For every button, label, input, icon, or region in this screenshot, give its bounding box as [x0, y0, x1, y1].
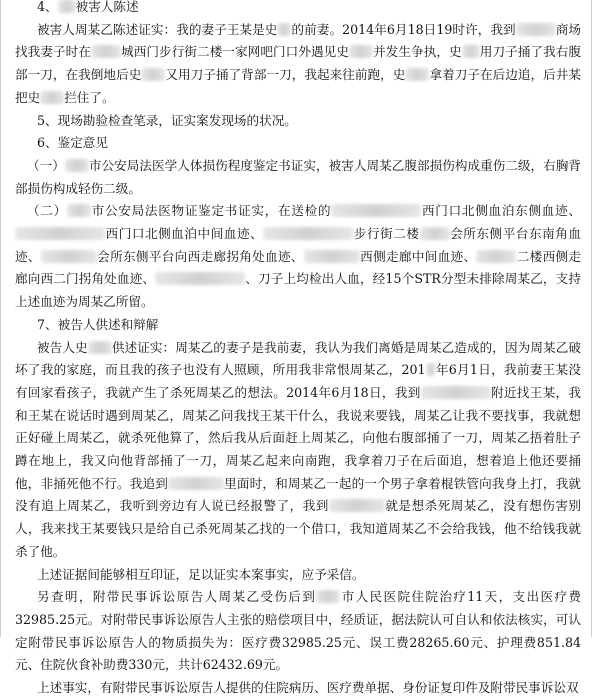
redaction-blur: [263, 227, 353, 240]
redaction-blur: [40, 91, 64, 104]
appraisal-one-paragraph: （一） 市公安局法医学人体损伤程度鉴定书证实，被害人周某乙腹部损伤构成重伤二级，右胸背部损伤构成轻伤二级。: [15, 157, 582, 196]
appraisal-two-paragraph: （二） 市公安局法医物证鉴定书证实，在送检的 西门口北侧血泊东侧血迹、西门口北侧血泊中间血迹、 步行街二楼 会所东侧平台东南角血迹、 会所东侧平台向西走廊拐角处血迹、 西侧走廊中间血迹、 二楼西侧走廊向西二门拐角处血迹、 、刀子上均检出人血，经15个STR分型未排除周某乙，支持上述血迹为周某乙所留。: [15, 203, 582, 310]
section-victim-statement-heading: 4、 被害人陈述: [37, 0, 139, 14]
scene-inspection-item: 5、现场勘验检查笔录，证实案发现场的状况。: [37, 112, 297, 128]
redaction-blur: [15, 227, 105, 240]
civil-loss-paragraph: 另查明，附带民事诉讼原告人周某乙受伤后到 市人民医院住院治疗11天，支出医疗费32985.25元。对附带民事诉讼原告人主张的赔偿项目中，经质证，据法院认可自认和依法核实，可认定附带民事诉讼原告人的物质损失为：医疗费32985.25元、误工费28265.60元、护理费851.84元、住院伙食补助费330元，共计62432.69元。: [15, 589, 582, 673]
redaction-blur: [168, 477, 224, 490]
redaction-blur: [349, 45, 373, 58]
redaction-blur: [405, 68, 429, 81]
defendant-statement-paragraph: 被告人史 供述证实：周某乙的妻子是我前妻，我认为我们离婚是周某乙造成的，因为周某乙破坏了我的家庭，而且我的孩子也没有人照顾，所用我非常恨周某乙，201 年6月1日，我前妻王某没有回家看孩子，我就产生了杀死周某乙的想法。2014年6月18日，我到 附近找王某，我和王某在说话时遇到周某乙，周某乙问我找王某干什么，我说来要钱，周某乙让我不要找事，我就想正好碰上周某乙，就杀死他算了，然后我从后面赶上周某乙，向他右腹部捅了一刀，周某乙捂着肚子蹲在地上，我又向他背部捅了一刀，周某乙起来向南跑，我拿着刀子在后面追，想着追上他还要捅他，非捅死他不行。我追到 里面时，和周某乙一起的一个男子拿着棍铁管向我身上打，我就没有追上周某乙，我听到旁边有人说已经报警了，我到 就是想杀死周某乙，没有想伤害别人，我来找王某要钱只是给自己杀死周某乙找的一个借口，我知道周某乙不会给我钱，他不给钱我就杀了他。: [15, 339, 582, 559]
victim-statement-paragraph: 被害人周某乙陈述证实：我的妻子王某是史 的前妻。2014年6月18日19时许，我到 商场找我妻子时在 城西门步行街二楼一家网吧门口外遇见史 并发生争执，史 用刀子捅了我右腹部一刀，在我倒地后史 又用刀子捅了背部一刀，我起来往前跑，史 拿着刀子在后边追，后井某把史 拦住了。: [15, 21, 582, 105]
redaction-blur: [421, 386, 491, 399]
redaction-blur: [277, 23, 291, 36]
redaction-blur: [67, 204, 91, 217]
redaction-blur: [516, 23, 556, 36]
redaction-blur: [420, 227, 450, 240]
redaction-blur: [426, 363, 436, 376]
redaction-blur: [141, 68, 165, 81]
redaction-blur: [155, 272, 245, 285]
redaction-blur: [41, 250, 97, 263]
evidence-conclusion-paragraph: 上述证据间能够相互印证，足以证实本案事实，应予采信。: [37, 566, 365, 582]
redaction-blur: [331, 204, 421, 217]
redaction-blur: [58, 0, 76, 13]
redaction-blur: [476, 250, 516, 263]
redaction-blur: [329, 499, 385, 512]
redaction-blur: [462, 45, 480, 58]
facts-summary-paragraph: 上述事实，有附带民事诉讼原告人提供的住院病历、医疗费单据、身份证复印件及附带民事诉讼双: [37, 680, 579, 696]
redaction-blur: [65, 159, 89, 172]
section-appraisal-heading: 6、鉴定意见: [37, 135, 108, 151]
redaction-blur: [88, 341, 112, 354]
section-defendant-statement-heading: 7、被告人供述和辩解: [37, 316, 159, 332]
redaction-blur: [316, 590, 340, 603]
redaction-blur: [91, 45, 121, 58]
judgment-text: [15, 0, 581, 700]
redaction-blur: [304, 250, 360, 263]
